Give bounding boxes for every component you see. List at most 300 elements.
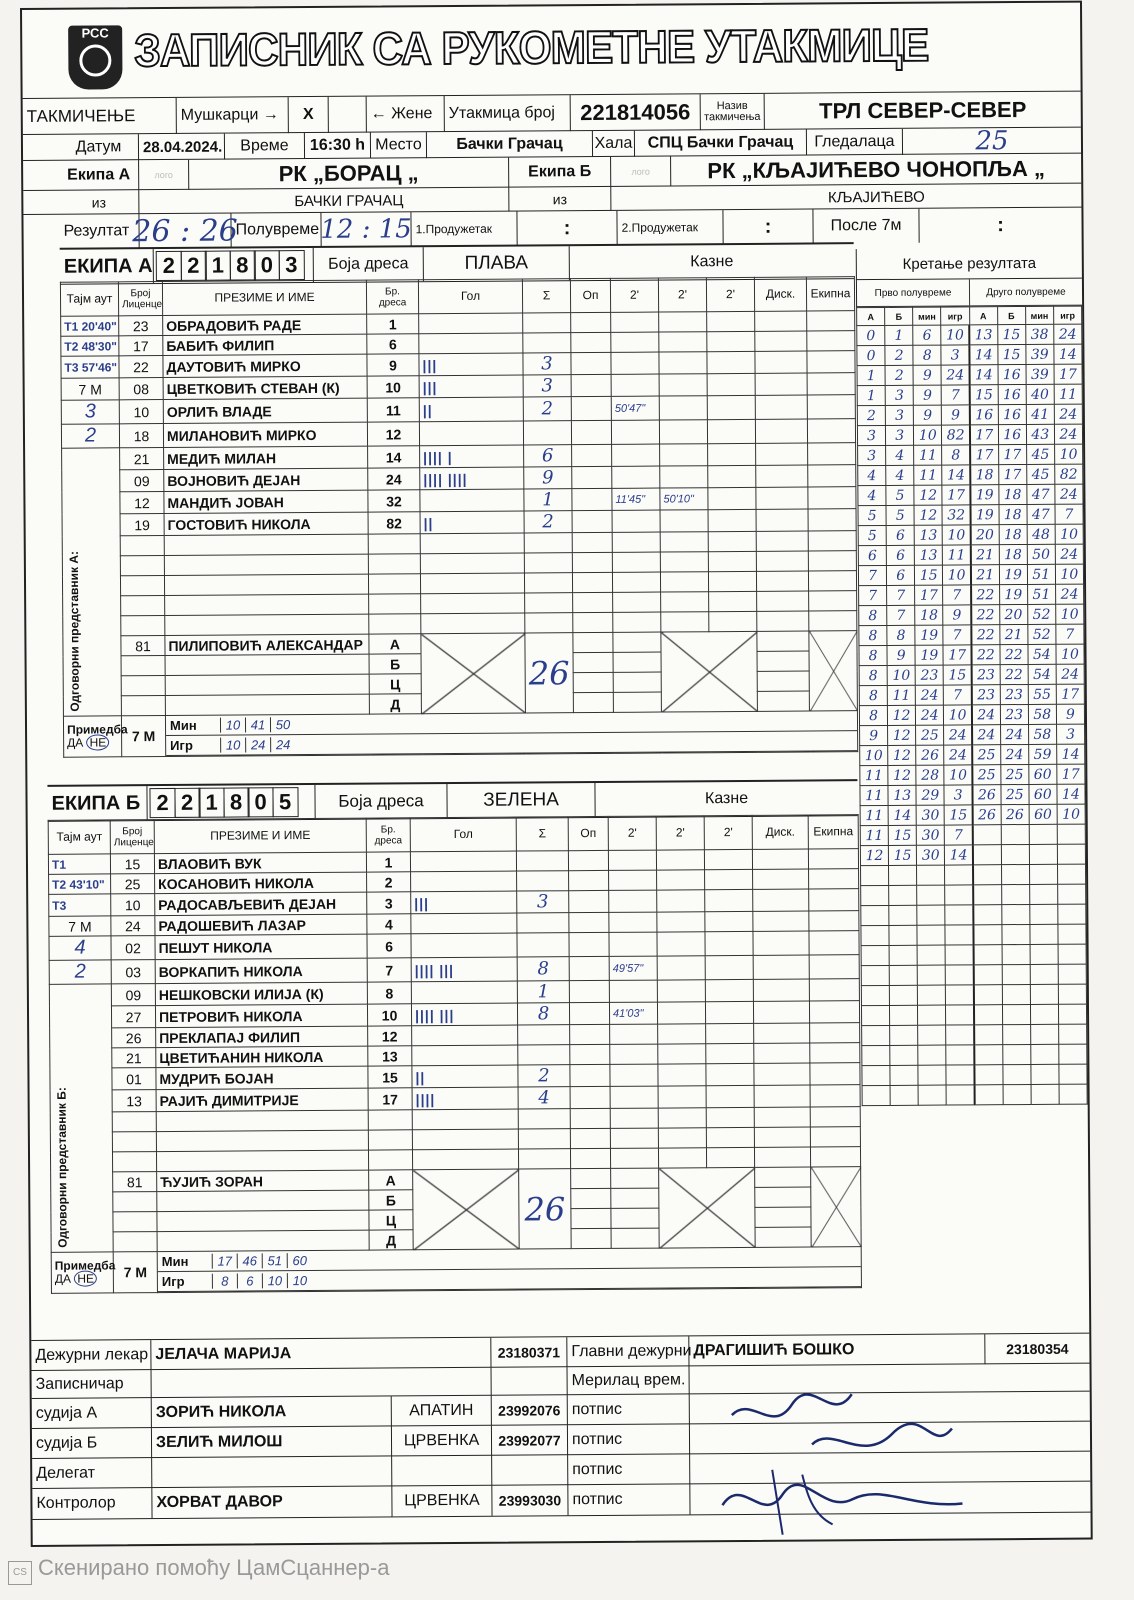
officials-warn[interactable] [573,672,613,692]
player-warning[interactable] [571,332,611,352]
player-goals[interactable] [420,489,524,512]
score-flow-cell[interactable] [1030,984,1058,1004]
player-team[interactable] [810,1023,860,1043]
player-license[interactable] [112,1132,156,1152]
player-jersey[interactable] [368,574,420,594]
score-flow-cell[interactable] [918,1025,946,1045]
player-disq[interactable] [756,465,808,487]
score-flow-cell[interactable] [917,925,945,945]
score-flow-cell[interactable] [973,905,1001,925]
officials-disq[interactable] [755,1167,811,1187]
player-disq[interactable] [754,1023,810,1043]
player-two-min-3[interactable] [705,979,753,1001]
player-disq[interactable] [753,1001,809,1023]
player-disq[interactable] [755,311,807,331]
player-disq[interactable] [754,1147,810,1167]
player-two-min-3[interactable] [706,1107,754,1127]
player-goals[interactable] [412,1149,518,1170]
player-goal-sum[interactable] [518,1109,570,1129]
player-goals[interactable] [410,851,516,872]
player-disq[interactable] [755,351,807,373]
player-two-min-2[interactable] [659,420,707,444]
score-flow-cell[interactable] [1030,1024,1058,1044]
player-warning[interactable] [570,1128,610,1148]
player-two-min-3[interactable] [707,351,755,373]
player-two-min-3[interactable] [705,889,753,911]
player-disq[interactable] [754,1043,810,1063]
player-two-min-2[interactable] [659,396,707,420]
officials-two[interactable] [611,1208,659,1228]
player-two-min-3[interactable] [705,911,753,931]
player-name[interactable] [156,1130,368,1151]
player-license[interactable] [112,1152,156,1172]
player-two-min-2[interactable] [661,592,709,612]
player-disq[interactable] [757,591,809,611]
player-team[interactable] [809,955,859,979]
score-flow-cell[interactable] [945,865,973,885]
score-flow-cell[interactable] [1002,944,1030,964]
player-team[interactable] [807,395,855,419]
score-flow-cell[interactable] [1058,904,1086,924]
player-team[interactable] [808,571,856,591]
player-goals[interactable]: ||| [411,891,517,914]
score-flow-cell[interactable] [918,985,946,1005]
remark-no[interactable]: НЕ [87,734,110,750]
player-team[interactable] [808,487,856,509]
score-flow-cell[interactable] [890,1045,918,1065]
player-two-min-2[interactable] [657,956,705,980]
player-goals[interactable] [420,573,524,594]
player-two-min-2[interactable] [660,572,708,592]
player-warning[interactable] [569,870,609,890]
score-flow-cell[interactable] [946,1085,974,1105]
score-flow-cell[interactable] [946,1005,974,1025]
player-two-min-3[interactable] [709,591,757,611]
score-flow-cell[interactable] [1002,984,1030,1004]
score-flow-cell[interactable] [1030,1004,1058,1024]
player-warning[interactable] [572,444,612,466]
player-two-min-3[interactable] [705,1001,753,1023]
player-two-min-1[interactable] [610,1108,658,1128]
score-flow-cell[interactable] [974,1025,1002,1045]
player-disq[interactable] [753,931,809,955]
player-warning[interactable] [572,572,612,592]
player-two-min-3[interactable] [707,395,755,419]
player-two-min-1[interactable] [611,420,659,444]
player-jersey[interactable] [368,1110,412,1130]
player-warning[interactable] [572,552,612,572]
delegate-city[interactable] [392,1456,492,1487]
player-goals[interactable]: |||| | [420,445,524,468]
officials-disq[interactable] [757,631,809,651]
player-name[interactable] [156,1150,368,1171]
player-two-min-2[interactable] [658,1128,706,1148]
player-team[interactable] [810,1063,860,1085]
player-two-min-3[interactable] [707,419,755,443]
remark-yes[interactable]: ДА [54,1271,72,1286]
score-flow-cell[interactable] [889,885,917,905]
player-jersey[interactable] [369,594,421,614]
officials-two[interactable] [611,1188,659,1208]
player-two-min-2[interactable] [657,912,705,932]
player-two-min-1[interactable] [612,510,660,532]
player-goals[interactable]: |||| ||| [411,1003,517,1026]
player-warning[interactable] [570,1064,610,1086]
player-two-min-3[interactable] [706,1147,754,1167]
score-flow-cell[interactable] [1003,1064,1031,1084]
player-warning[interactable] [572,510,612,532]
score-flow-cell[interactable] [1059,1064,1087,1084]
player-goal-sum[interactable] [525,613,573,633]
player-name[interactable] [164,554,368,575]
player-two-min-2[interactable] [660,532,708,552]
player-two-min-1[interactable] [609,980,657,1002]
player-disq[interactable] [757,611,809,631]
score-flow-cell[interactable] [974,945,1002,965]
player-warning[interactable] [572,488,612,510]
player-two-min-1[interactable] [610,1024,658,1044]
player-disq[interactable] [755,331,807,351]
score-flow-cell[interactable] [861,985,889,1005]
score-flow-cell[interactable] [917,905,945,925]
player-goals[interactable]: || [419,397,523,422]
player-two-min-2[interactable] [656,850,704,870]
player-two-min-2[interactable] [661,612,709,632]
officials-two[interactable] [611,1228,659,1248]
score-flow-cell[interactable] [861,1005,889,1025]
player-two-min-1[interactable] [608,850,656,870]
score-flow-cell[interactable] [862,1085,890,1105]
player-two-min-3[interactable] [707,331,755,351]
player-team[interactable] [809,931,859,955]
officials-two[interactable] [613,692,661,712]
score-flow-cell[interactable] [1001,884,1029,904]
player-warning[interactable] [571,352,611,374]
player-disq[interactable] [754,1127,810,1147]
score-flow-cell[interactable] [918,1045,946,1065]
player-goals[interactable] [421,613,525,634]
player-warning[interactable] [569,980,609,1002]
player-two-min-1[interactable] [610,1086,658,1108]
player-goals[interactable]: || [420,511,524,534]
score-flow-cell[interactable] [974,965,1002,985]
score-flow-cell[interactable] [1058,1004,1086,1024]
player-goals[interactable] [411,933,517,958]
player-goal-sum[interactable] [518,1149,570,1169]
player-warning[interactable] [569,890,609,912]
player-disq[interactable] [754,1063,810,1085]
score-flow-cell[interactable] [974,1065,1002,1085]
player-warning[interactable] [571,312,611,332]
player-goals[interactable]: ||| [419,353,523,376]
player-two-min-2[interactable] [658,1148,706,1168]
player-two-min-1[interactable] [612,572,660,592]
player-license[interactable] [120,556,164,576]
score-flow-cell[interactable] [890,1005,918,1025]
score-flow-cell[interactable] [945,885,973,905]
player-two-min-2[interactable] [658,1044,706,1064]
player-two-min-1[interactable] [613,592,661,612]
score-flow-cell[interactable] [918,1085,946,1105]
player-disq[interactable] [756,551,808,571]
score-flow-cell[interactable] [975,1085,1003,1105]
score-flow-cell[interactable] [1059,1084,1087,1104]
women-mark[interactable] [329,97,367,133]
delegate-id[interactable] [492,1455,568,1486]
player-team[interactable] [807,419,855,443]
player-goals[interactable] [412,1025,518,1046]
player-warning[interactable] [571,420,611,444]
player-team[interactable] [807,331,855,351]
score-flow-cell[interactable] [1030,924,1058,944]
player-warning[interactable] [570,1024,610,1044]
player-two-min-2[interactable] [657,1002,705,1024]
player-two-min-2[interactable]: 50'10" [660,488,708,510]
player-disq[interactable] [753,889,809,911]
player-jersey[interactable] [368,1150,412,1170]
player-goals[interactable] [420,533,524,554]
player-name[interactable] [165,614,369,635]
player-team[interactable] [808,465,856,487]
player-two-min-1[interactable]: 50'47" [611,396,659,420]
player-team[interactable] [808,551,856,571]
score-flow-cell[interactable] [945,925,973,945]
score-flow-cell[interactable] [918,1065,946,1085]
score-flow-cell[interactable] [917,885,945,905]
score-flow-cell[interactable] [1002,964,1030,984]
player-two-min-1[interactable] [611,352,659,374]
player-disq[interactable] [753,979,809,1001]
player-name[interactable] [156,1110,368,1131]
player-two-min-3[interactable] [705,955,753,979]
player-two-min-3[interactable] [708,487,756,509]
player-two-min-1[interactable] [613,612,661,632]
player-jersey[interactable] [368,534,420,554]
remark-no[interactable]: НЕ [74,1270,97,1286]
player-goal-sum[interactable] [524,533,572,553]
player-two-min-1[interactable] [610,1128,658,1148]
player-two-min-3[interactable] [705,931,753,955]
score-flow-cell[interactable] [889,905,917,925]
player-warning[interactable] [571,374,611,396]
player-two-min-1[interactable]: 11'45" [612,488,660,510]
player-two-min-1[interactable] [609,870,657,890]
player-name[interactable] [164,534,368,555]
player-disq[interactable] [756,571,808,591]
player-two-min-1[interactable] [609,932,657,956]
score-flow-cell[interactable] [889,965,917,985]
player-two-min-1[interactable] [610,1064,658,1086]
officials-warn[interactable] [571,1188,611,1208]
player-team[interactable] [810,1127,860,1147]
player-two-min-3[interactable] [707,373,755,395]
player-team[interactable] [807,351,855,373]
player-disq[interactable] [754,1107,810,1127]
score-flow-cell[interactable] [917,965,945,985]
player-two-min-2[interactable] [658,1086,706,1108]
officials-two[interactable] [613,672,661,692]
player-license[interactable] [120,576,164,596]
player-warning[interactable] [573,592,613,612]
score-flow-cell[interactable] [918,1005,946,1025]
score-flow-cell[interactable] [861,925,889,945]
player-two-min-2[interactable] [657,890,705,912]
score-flow-cell[interactable] [890,1025,918,1045]
player-two-min-2[interactable] [658,1024,706,1044]
score-flow-cell[interactable] [1058,984,1086,1004]
player-jersey[interactable] [368,554,420,574]
player-two-min-1[interactable] [609,890,657,912]
player-two-min-1[interactable] [612,444,660,466]
player-goals[interactable] [420,553,524,574]
player-team[interactable] [810,1107,860,1127]
recorder-name[interactable] [152,1368,492,1398]
officials-warn[interactable] [571,1208,611,1228]
score-flow-cell[interactable] [1001,864,1029,884]
player-warning[interactable] [569,1002,609,1024]
player-team[interactable] [808,849,858,869]
player-two-min-3[interactable] [705,869,753,889]
player-team[interactable] [809,889,859,911]
officials-disq[interactable] [757,671,809,691]
score-flow-cell[interactable] [974,985,1002,1005]
player-goals[interactable]: || [412,1065,518,1088]
score-flow-cell[interactable] [917,945,945,965]
score-flow-cell[interactable] [1002,924,1030,944]
player-disq[interactable] [756,509,808,531]
score-flow-cell[interactable] [1031,1044,1059,1064]
score-flow-cell[interactable] [889,925,917,945]
player-team[interactable] [809,979,859,1001]
player-disq[interactable] [752,849,808,869]
player-warning[interactable] [572,532,612,552]
score-flow-cell[interactable] [1029,884,1057,904]
player-two-min-1[interactable]: 41'03" [609,1002,657,1024]
officials-disq[interactable] [757,691,809,711]
officials-warn[interactable] [571,1228,611,1248]
score-flow-cell[interactable] [889,865,917,885]
player-goal-sum[interactable] [524,573,572,593]
player-team[interactable] [809,611,857,631]
player-two-min-3[interactable] [708,509,756,531]
score-flow-cell[interactable] [945,945,973,965]
score-flow-cell[interactable] [862,1065,890,1085]
player-goals[interactable] [412,1045,518,1066]
officials-two[interactable] [611,1168,659,1188]
score-flow-cell[interactable] [1001,904,1029,924]
score-flow-cell[interactable] [973,865,1001,885]
player-two-min-1[interactable] [610,1148,658,1168]
player-goals[interactable] [421,593,525,614]
score-flow-cell[interactable] [1058,1024,1086,1044]
score-flow-cell[interactable] [1030,964,1058,984]
player-two-min-1[interactable]: 49'57" [609,956,657,980]
score-flow-cell[interactable] [1029,864,1057,884]
score-flow-cell[interactable] [945,905,973,925]
player-goals[interactable] [412,1129,518,1150]
player-warning[interactable] [570,1086,610,1108]
recorder-id[interactable] [492,1367,568,1396]
player-license[interactable] [120,536,164,556]
score-flow-cell[interactable] [946,1065,974,1085]
score-flow-cell[interactable] [890,1085,918,1105]
player-two-min-2[interactable] [660,510,708,532]
player-two-min-2[interactable] [657,870,705,890]
player-two-min-3[interactable] [704,849,752,869]
score-flow-cell[interactable] [1002,1024,1030,1044]
officials-warn[interactable] [573,652,613,672]
player-two-min-3[interactable] [708,531,756,551]
player-warning[interactable] [569,956,609,980]
player-two-min-3[interactable] [707,311,755,331]
score-flow-cell[interactable] [890,1065,918,1085]
score-flow-cell[interactable] [861,865,889,885]
player-goals[interactable] [412,1109,518,1130]
score-flow-cell[interactable] [946,1045,974,1065]
player-disq[interactable] [755,395,807,419]
player-team[interactable] [809,1001,859,1023]
player-two-min-2[interactable] [659,332,707,352]
score-flow-cell[interactable] [889,945,917,965]
player-two-min-1[interactable] [610,1044,658,1064]
player-disq[interactable] [754,1085,810,1107]
score-flow-cell[interactable] [889,985,917,1005]
officials-disq[interactable] [755,1207,811,1227]
score-flow-cell[interactable] [1058,884,1086,904]
player-team[interactable] [808,531,856,551]
delegate-name[interactable] [152,1456,392,1488]
player-disq[interactable] [753,955,809,979]
player-jersey[interactable] [368,1130,412,1150]
player-name[interactable] [164,574,368,595]
player-two-min-2[interactable] [659,312,707,332]
player-goals[interactable]: |||| [412,1087,518,1110]
player-team[interactable] [809,869,859,889]
player-goals[interactable]: ||| [419,375,523,398]
score-flow-cell[interactable] [1002,1004,1030,1024]
score-flow-cell[interactable] [1058,964,1086,984]
player-team[interactable] [809,591,857,611]
player-goal-sum[interactable] [518,1129,570,1149]
score-flow-cell[interactable] [946,965,974,985]
player-team[interactable] [808,443,856,465]
score-flow-cell[interactable] [862,1045,890,1065]
score-flow-cell[interactable] [1030,944,1058,964]
score-flow-cell[interactable] [861,945,889,965]
player-two-min-3[interactable] [706,1127,754,1147]
player-two-min-2[interactable] [658,1064,706,1086]
player-two-min-1[interactable] [609,912,657,932]
player-two-min-3[interactable] [706,1085,754,1107]
player-warning[interactable] [570,1044,610,1064]
player-disq[interactable] [753,869,809,889]
player-two-min-3[interactable] [708,551,756,571]
player-two-min-2[interactable] [660,466,708,488]
player-two-min-2[interactable] [657,980,705,1002]
score-flow-cell[interactable] [917,865,945,885]
player-two-min-2[interactable] [660,444,708,466]
player-team[interactable] [810,1043,860,1063]
player-warning[interactable] [569,912,609,932]
score-flow-cell[interactable] [973,925,1001,945]
player-disq[interactable] [755,373,807,395]
score-flow-cell[interactable] [1031,1064,1059,1084]
score-flow-cell[interactable] [1058,944,1086,964]
player-two-min-2[interactable] [657,932,705,956]
player-team[interactable] [810,1085,860,1107]
score-flow-cell[interactable] [1058,924,1086,944]
player-warning[interactable] [573,612,613,632]
